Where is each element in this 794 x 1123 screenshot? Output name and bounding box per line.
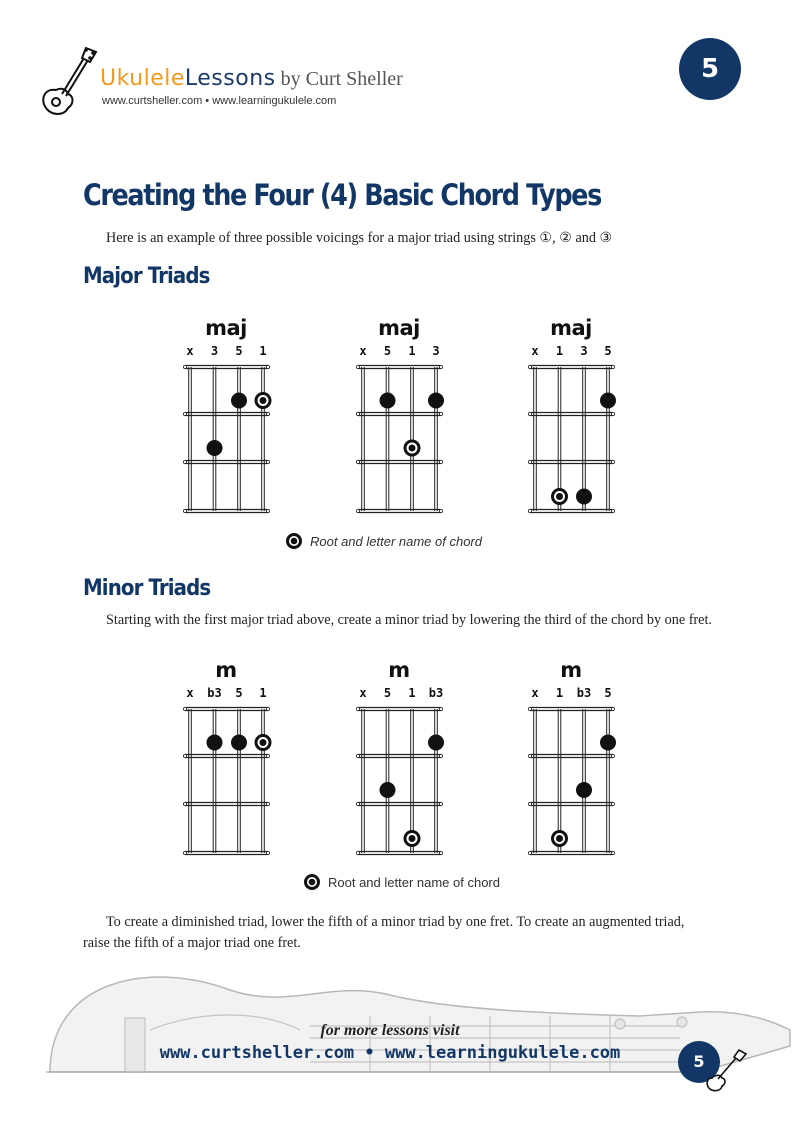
- chord-diagram-minor-2: [349, 655, 449, 863]
- string-interval-label: 1: [408, 344, 416, 358]
- string-interval-label: 5: [383, 686, 392, 700]
- root-dot-center: [409, 835, 416, 842]
- finger-dot: [380, 393, 396, 409]
- fret-end: [356, 412, 359, 415]
- finger-dot: [600, 393, 616, 409]
- finger-dot: [576, 782, 592, 798]
- fret-end: [183, 802, 186, 805]
- fret-end: [439, 412, 442, 415]
- chord-diagram-major-3: [521, 313, 621, 521]
- fret-end: [266, 802, 269, 805]
- brand-title: [100, 66, 403, 92]
- fret-end: [611, 509, 614, 512]
- fret-end: [439, 707, 442, 710]
- chord-diagram-major-1: [176, 313, 276, 521]
- footer-visit-text: for more lessons visit: [320, 1022, 460, 1039]
- string-interval-label: b3: [207, 686, 222, 700]
- string-interval-label: 3: [432, 344, 440, 358]
- string-interval-label: 1: [555, 686, 564, 700]
- ukulele-logo-icon: [38, 44, 100, 120]
- fret-end: [528, 802, 531, 805]
- fret-end: [611, 412, 614, 415]
- fret-end: [528, 707, 531, 710]
- fret-end: [266, 754, 269, 757]
- fret-end: [528, 754, 531, 757]
- string-interval-label: 5: [604, 686, 612, 700]
- finger-dot: [207, 440, 223, 456]
- major-legend: [285, 532, 482, 550]
- fret-end: [356, 365, 359, 368]
- finger-dot: [380, 782, 396, 798]
- string-interval-label: 1: [555, 344, 564, 358]
- fret-end: [356, 754, 359, 757]
- string-interval-label: b3: [576, 686, 592, 700]
- root-dot-center: [260, 397, 267, 404]
- fret-end: [183, 707, 186, 710]
- fret-end: [439, 754, 442, 757]
- string-interval-label: x: [186, 344, 194, 358]
- fret-end: [611, 460, 614, 463]
- major-legend-text: Root and letter name of chord: [310, 533, 482, 549]
- finger-dot: [428, 393, 444, 409]
- fret-end: [183, 460, 186, 463]
- ukulele-footer-icon: [704, 1046, 750, 1092]
- fret-end: [266, 707, 269, 710]
- root-dot-center: [409, 445, 416, 452]
- chord-name: maj: [550, 316, 592, 340]
- finger-dot: [231, 393, 247, 409]
- chord-diagram-minor-3: [521, 655, 621, 863]
- root-marker-icon: [285, 532, 303, 550]
- string-interval-label: b3: [428, 686, 444, 700]
- fret-end: [266, 365, 269, 368]
- fret-end: [266, 851, 269, 854]
- fret-end: [439, 802, 442, 805]
- major-triads-heading: Major Triads: [83, 264, 210, 289]
- brand-part-ukulele: Ukulele: [100, 66, 185, 91]
- fret-end: [611, 851, 614, 854]
- minor-legend-text: Root and letter name of chord: [328, 874, 500, 890]
- string-interval-label: x: [186, 686, 194, 700]
- chord-name: m: [560, 658, 582, 682]
- fret-end: [183, 754, 186, 757]
- fret-end: [439, 460, 442, 463]
- string-interval-label: 5: [235, 344, 243, 358]
- closing-text: To create a diminished triad, lower the fifth of a minor triad by one fret. To create an augmented triad, raise the fifth of a major triad one fret.: [83, 914, 685, 951]
- chord-name: m: [215, 658, 237, 682]
- finger-dot: [231, 735, 247, 751]
- fret-end: [266, 412, 269, 415]
- string-interval-label: 3: [580, 344, 588, 358]
- fret-end: [356, 509, 359, 512]
- page-number-badge: 5: [679, 38, 741, 100]
- page-title: Creating the Four (4) Basic Chord Types: [83, 178, 601, 212]
- fret-end: [439, 365, 442, 368]
- footer-urls[interactable]: www.curtsheller.com • www.learningukulele.com: [159, 1043, 621, 1063]
- root-marker-icon: [303, 873, 321, 891]
- fret-end: [611, 754, 614, 757]
- root-dot-center: [556, 493, 563, 500]
- fret-end: [183, 412, 186, 415]
- footer-page-number-badge: 5: [678, 1041, 720, 1083]
- chord-diagram-major-2: [349, 313, 449, 521]
- fret-end: [183, 365, 186, 368]
- fret-end: [183, 851, 186, 854]
- brand-sites: www.curtsheller.com • www.learningukulele.com: [102, 95, 337, 107]
- fret-end: [611, 802, 614, 805]
- minor-legend: [303, 873, 500, 891]
- minor-triads-heading: Minor Triads: [83, 576, 211, 601]
- string-interval-label: x: [359, 344, 367, 358]
- fret-end: [439, 509, 442, 512]
- fret-end: [528, 365, 531, 368]
- fret-end: [266, 509, 269, 512]
- string-interval-label: 5: [383, 344, 392, 358]
- fret-end: [356, 460, 359, 463]
- fret-end: [266, 460, 269, 463]
- fret-end: [528, 412, 531, 415]
- string-interval-label: 3: [210, 344, 219, 358]
- root-dot-center: [556, 835, 563, 842]
- brand-part-lessons: Lessons: [184, 66, 276, 91]
- fret-end: [183, 509, 186, 512]
- fret-end: [356, 707, 359, 710]
- chord-name: maj: [378, 316, 420, 340]
- chord-name: maj: [205, 316, 247, 340]
- minor-intro-text: Starting with the first major triad above, create a minor triad by lowering the third of the chord by one fret.: [106, 612, 712, 628]
- fret-end: [611, 365, 614, 368]
- chord-name: m: [388, 658, 410, 682]
- string-interval-label: 5: [235, 686, 243, 700]
- brand-byline: by Curt Sheller: [275, 68, 403, 90]
- root-dot-center: [260, 739, 267, 746]
- finger-dot: [600, 735, 616, 751]
- fret-end: [439, 851, 442, 854]
- fret-end: [356, 851, 359, 854]
- finger-dot: [207, 735, 223, 751]
- string-interval-label: x: [359, 686, 367, 700]
- string-interval-label: x: [531, 686, 539, 700]
- string-interval-label: 5: [604, 344, 612, 358]
- finger-dot: [576, 489, 592, 505]
- finger-dot: [428, 735, 444, 751]
- fret-end: [356, 802, 359, 805]
- string-interval-label: x: [531, 344, 539, 358]
- fret-end: [528, 509, 531, 512]
- string-interval-label: 1: [408, 686, 416, 700]
- fret-end: [528, 460, 531, 463]
- chord-diagram-minor-1: [176, 655, 276, 863]
- string-interval-label: 1: [259, 344, 267, 358]
- intro-text: Here is an example of three possible voicings for a major triad using strings ①, ② and ③: [106, 230, 613, 246]
- fret-end: [611, 707, 614, 710]
- string-interval-label: 1: [259, 686, 267, 700]
- fret-end: [528, 851, 531, 854]
